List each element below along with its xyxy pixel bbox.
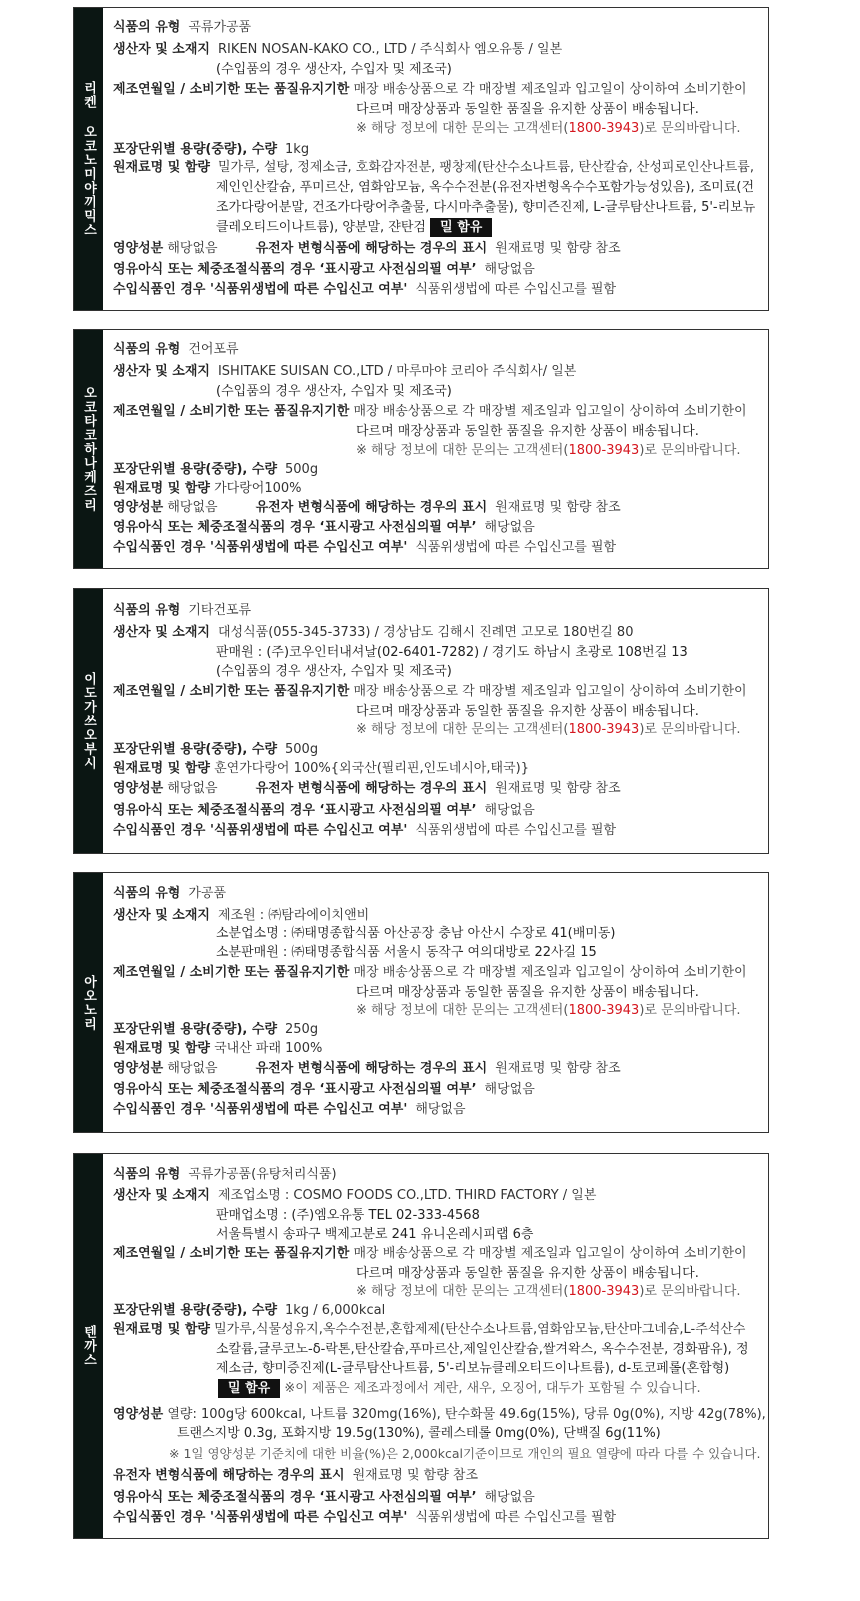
imported-row: 수입식품인 경우 '식품위생법에 따른 수입신고 여부' 해당없음 (113, 1102, 466, 1117)
ingredients-line: 클레오티드이나트륨), 양분말, 쟌탄검 밀 함유 (216, 218, 492, 238)
product-info (103, 873, 768, 1132)
ingredients-line: 제소금, 향미증진제(L-글루탐산나트륨, 5'-리보뉴클레오티드이나트륨), d-토코페롤(혼합형) (216, 1361, 730, 1376)
imported-row: 수입식품인 경우 '식품위생법에 따른 수입신고 여부' 식품위생법에 따른 수입신고를 필함 (113, 1510, 617, 1525)
gmo-row: 유전자 변형식품에 해당하는 경우의 표시 원재료명 및 함량 참조 (113, 1468, 479, 1483)
date-row: 제조연월일 / 소비기한 또는 품질유지기한 매장 배송상품으로 각 매장별 제조일과 입고일이 상이하여 소비기한이 (113, 684, 747, 699)
contact-note: ※ 해당 정보에 대한 문의는 고객센터(1800-3943)로 문의바랍니다. (356, 121, 741, 136)
maker-line: 판매업소명 : (주)엠오유통 TEL 02-333-4568 (216, 1208, 480, 1223)
product-card-4 (73, 872, 769, 1133)
contact-note: ※ 해당 정보에 대한 문의는 고객센터(1800-3943)로 문의바랍니다. (356, 443, 741, 458)
contact-phone: 1800-3943 (568, 443, 640, 458)
infant-row: 영유아식 또는 체중조절식품의 경우 ‘표시광고 사전심의필 여부’ 해당없음 (113, 803, 535, 818)
maker-line: 판매원 : (주)코우인터내셔날(02-6401-7282) / 경기도 하남시 초광로 108번길 13 (216, 645, 688, 660)
infant-row: 영유아식 또는 체중조절식품의 경우 ‘표시광고 사전심의필 여부’ 해당없음 (113, 262, 535, 277)
date-row: 제조연월일 / 소비기한 또는 품질유지기한 매장 배송상품으로 각 매장별 제조일과 입고일이 상이하여 소비기한이 (113, 404, 747, 419)
product-name: 아오노리 (81, 974, 96, 1031)
nutrition-gmo-row: 영양성분 해당없음 유전자 변형식품에 해당하는 경우의 표시 원재료명 및 함량 참조 (113, 241, 621, 256)
ingredients-row: 원재료명 및 함량 밀가루,식물성유지,옥수수전분,혼합제제(탄산수소나트륨,염화암모늄,탄산마그네슘,L-주석산수 (113, 1322, 746, 1337)
maker-row: 생산자 및 소재지 대성식품(055-345-3733) / 경상남도 김해시 진례면 고모로 180번길 80 (113, 625, 634, 640)
ingredients-row: 원재료명 및 함량 훈연가다랑어 100%{외국산(필리핀,인도네시아,태국)} (113, 761, 529, 776)
import-note: (수입품의 경우 생산자, 수입자 및 제조국) (216, 384, 452, 399)
infant-row: 영유아식 또는 체중조절식품의 경우 ‘표시광고 사전심의필 여부’ 해당없음 (113, 520, 535, 535)
date-row: 제조연월일 / 소비기한 또는 품질유지기한 매장 배송상품으로 각 매장별 제조일과 입고일이 상이하여 소비기한이 (113, 82, 747, 97)
date-line-2: 다르며 매장상품과 동일한 품질을 유지한 상품이 배송됩니다. (356, 102, 699, 117)
qty-row: 포장단위별 용량(중량), 수량 500g (113, 462, 319, 477)
allergen-note: ※이 제품은 제조과정에서 계란, 새우, 오징어, 대두가 포함될 수 있습니다. (284, 1381, 701, 1396)
product-name: 오코타코하나케즈리 (81, 386, 96, 512)
import-note: (수입품의 경우 생산자, 수입자 및 제조국) (216, 664, 452, 679)
maker-row: 생산자 및 소재지 제조업소명 : COSMO FOODS CO.,LTD. THIRD FACTORY / 일본 (113, 1188, 597, 1203)
allergen-row (218, 1379, 701, 1399)
infant-row: 영유아식 또는 체중조절식품의 경우 ‘표시광고 사전심의필 여부’ 해당없음 (113, 1490, 535, 1505)
ingredients-row: 원재료명 및 함량 밀가루, 설탕, 정제소금, 호화감자전분, 팽창제(탄산수소나트륨, 탄산칼슘, 산성피로인산나트륨, (113, 160, 754, 175)
product-name: 리켄 오코노미야끼믹스 (81, 81, 96, 237)
nutrition-note: ※ 1일 영양성분 기준치에 대한 비율(%)은 2,000kcal기준이므로 개인의 필요 열량에 따라 다를 수 있습니다. (169, 1446, 761, 1461)
product-info (103, 330, 768, 568)
qty-value: 1kg (285, 142, 310, 157)
date-line-2: 다르며 매장상품과 동일한 품질을 유지한 상품이 배송됩니다. (356, 704, 699, 719)
product-name-tab (74, 873, 103, 1132)
product-name-tab (74, 1154, 103, 1538)
type-row: 식품의 유형 곡류가공품 (113, 20, 252, 35)
product-card-2 (73, 329, 769, 569)
ingredients-row: 원재료명 및 함량 가다랑어100% (113, 481, 302, 496)
import-note: (수입품의 경우 생산자, 수입자 및 제조국) (216, 62, 452, 77)
qty-row: 포장단위별 용량(중량), 수량 1kg (113, 142, 310, 157)
maker-value: RIKEN NOSAN-KAKO CO., LTD / 주식회사 엠오유통 / 일본 (217, 42, 563, 57)
contact-phone: 1800-3943 (568, 1284, 640, 1299)
qty-row: 포장단위별 용량(중량), 수량 1kg / 6,000kcal (113, 1303, 386, 1318)
product-info (103, 589, 768, 853)
nutrition-gmo-row: 영양성분 해당없음 유전자 변형식품에 해당하는 경우의 표시 원재료명 및 함량 참조 (113, 781, 621, 796)
contact-note: ※ 해당 정보에 대한 문의는 고객센터(1800-3943)로 문의바랍니다. (356, 1003, 741, 1018)
date-row: 제조연월일 / 소비기한 또는 품질유지기한 매장 배송상품으로 각 매장별 제조일과 입고일이 상이하여 소비기한이 (113, 965, 747, 980)
wheat-allergen-badge: 밀 함유 (430, 218, 492, 237)
contact-note: ※ 해당 정보에 대한 문의는 고객센터(1800-3943)로 문의바랍니다. (356, 1284, 741, 1299)
product-name: 텐까스 (81, 1325, 96, 1367)
product-name: 이도가쓰오부시 (81, 672, 96, 770)
contact-phone: 1800-3943 (568, 121, 640, 136)
qty-row: 포장단위별 용량(중량), 수량 250g (113, 1022, 319, 1037)
qty-row: 포장단위별 용량(중량), 수량 500g (113, 742, 319, 757)
maker-line: 소분판매원 : ㈜태명종합식품 서울시 동작구 여의대방로 22사길 15 (216, 945, 597, 960)
maker-row: 생산자 및 소재지 ISHITAKE SUISAN CO.,LTD / 마루마야 코리아 주식회사/ 일본 (113, 364, 577, 379)
date-line-2: 다르며 매장상품과 동일한 품질을 유지한 상품이 배송됩니다. (356, 985, 699, 1000)
product-card-5 (73, 1153, 769, 1539)
ingredients-line: 조가다랑어분말, 건조가다랑어추출물, 다시마추출물), 향미즌진제, L-글루탐산나트륨, 5'-리보뉴 (216, 200, 756, 215)
date-row: 제조연월일 / 소비기한 또는 품질유지기한 매장 배송상품으로 각 매장별 제조일과 입고일이 상이하여 소비기한이 (113, 1246, 747, 1261)
contact-phone: 1800-3943 (568, 722, 640, 737)
ingredients-line: 소칼륨,글루코노-δ-락톤,탄산칼슘,푸마르산,제일인산칼슘,쌀겨왁스, 옥수수전분, 경화팜유), 정 (216, 1342, 749, 1357)
type-row: 식품의 유형 가공품 (113, 886, 227, 901)
product-card-1 (73, 7, 769, 311)
nutrition-gmo-row: 영양성분 해당없음 유전자 변형식품에 해당하는 경우의 표시 원재료명 및 함량 참조 (113, 500, 621, 515)
contact-phone: 1800-3943 (568, 1003, 640, 1018)
nutrition-gmo-row: 영양성분 해당없음 유전자 변형식품에 해당하는 경우의 표시 원재료명 및 함량 참조 (113, 1061, 621, 1076)
maker-row: 생산자 및 소재지 제조원 : ㈜탐라에이치앤비 (113, 908, 370, 923)
product-name-tab (74, 330, 103, 568)
type-row: 식품의 유형 곡류가공품(유탕처리식품) (113, 1167, 337, 1182)
ingredients-row: 원재료명 및 함량 국내산 파래 100% (113, 1041, 323, 1056)
product-name-tab (74, 589, 103, 853)
type-row: 식품의 유형 기타건포류 (113, 603, 252, 618)
type-row: 식품의 유형 건어포류 (113, 342, 239, 357)
ingredients-line: 제인인산칼슘, 푸미르산, 염화암모늄, 옥수수전분(유전자변형옥수수포함가능성있음), 조미료(건 (216, 180, 755, 195)
maker-line: 소분업소명 : ㈜태명종합식품 아산공장 충남 아산시 수장로 41(배미동) (216, 926, 616, 941)
date-line-2: 다르며 매장상품과 동일한 품질을 유지한 상품이 배송됩니다. (356, 1266, 699, 1281)
infant-row: 영유아식 또는 체중조절식품의 경우 ‘표시광고 사전심의필 여부’ 해당없음 (113, 1082, 535, 1097)
product-card-3 (73, 588, 769, 854)
wheat-allergen-badge: 밀 함유 (218, 1379, 280, 1398)
imported-row: 수입식품인 경우 '식품위생법에 따른 수입신고 여부' 식품위생법에 따른 수입신고를 필함 (113, 823, 617, 838)
maker-line: 서울특별시 송파구 백제고분로 241 유니온레시피랩 6층 (216, 1227, 534, 1242)
contact-note: ※ 해당 정보에 대한 문의는 고객센터(1800-3943)로 문의바랍니다. (356, 722, 741, 737)
product-name-tab (74, 8, 103, 310)
date-line-2: 다르며 매장상품과 동일한 품질을 유지한 상품이 배송됩니다. (356, 424, 699, 439)
nutrition-line: 트랜스지방 0.3g, 포화지방 19.5g(130%), 콜레스테롤 0mg(0%), 단백질 6g(11%) (177, 1426, 661, 1441)
product-info (103, 8, 768, 310)
product-info (103, 1154, 768, 1538)
imported-row: 수입식품인 경우 '식품위생법에 따른 수입신고 여부' 식품위생법에 따른 수입신고를 필함 (113, 540, 617, 555)
maker-row: 생산자 및 소재지 RIKEN NOSAN-KAKO CO., LTD / 주식회사 엠오유통 / 일본 (113, 42, 563, 57)
nutrition-row: 영양성분 열량: 100g당 600kcal, 나트륨 320mg(16%), 탄수화물 49.6g(15%), 당류 0g(0%), 지방 42g(78%), (113, 1407, 766, 1422)
type-value: 곡류가공품 (188, 20, 252, 35)
imported-row: 수입식품인 경우 '식품위생법에 따른 수입신고 여부' 식품위생법에 따른 수입신고를 필함 (113, 282, 617, 297)
